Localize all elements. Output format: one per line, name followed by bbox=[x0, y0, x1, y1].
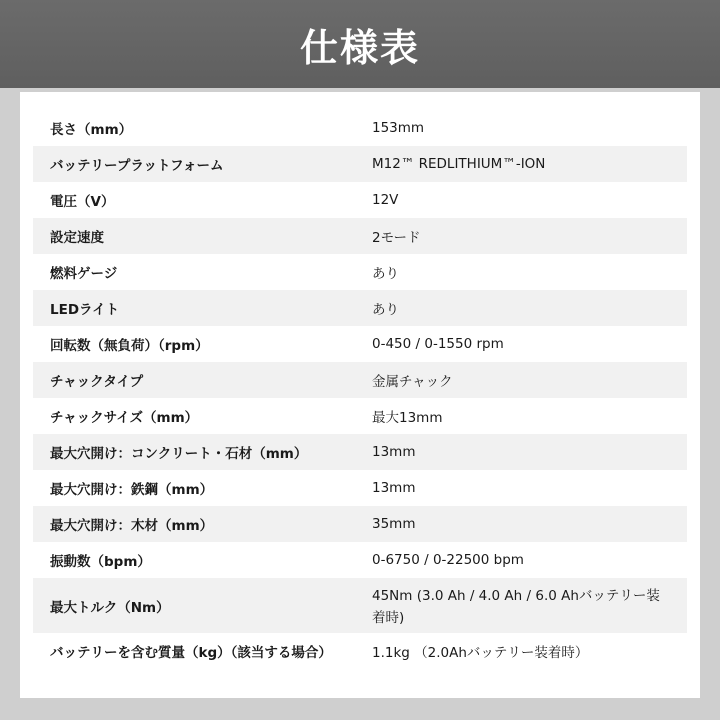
spec-label: バッテリーを含む質量（kg）（該当する場合） bbox=[50, 645, 332, 661]
spec-label: 振動数（bpm） bbox=[50, 554, 151, 570]
spec-row-max-torque bbox=[33, 578, 687, 633]
spec-label: 最大穴開け：鉄鋼（mm） bbox=[50, 482, 214, 498]
spec-value: 0-6750 / 0-22500 bpm bbox=[372, 552, 524, 568]
spec-value: M12™ REDLITHIUM™-ION bbox=[372, 146, 687, 182]
spec-table bbox=[33, 110, 687, 669]
spec-value: 0-450 / 0-1550 rpm bbox=[372, 336, 504, 352]
spec-row-chuck-size bbox=[33, 398, 687, 434]
spec-label: チャックサイズ（mm） bbox=[50, 410, 199, 426]
spec-label: 電圧（V） bbox=[50, 194, 115, 210]
spec-label: チャックタイプ bbox=[33, 362, 372, 398]
spec-label: 最大トルク（Nm） bbox=[33, 578, 372, 633]
spec-value: 13mm bbox=[372, 434, 687, 470]
spec-value: 13mm bbox=[372, 480, 416, 496]
spec-label: バッテリープラットフォーム bbox=[33, 146, 372, 182]
spec-row-max-drill-wood bbox=[33, 506, 687, 542]
spec-value: 153mm bbox=[372, 120, 425, 136]
header-banner bbox=[0, 0, 720, 88]
spec-row-speed-settings bbox=[33, 218, 687, 254]
spec-row-battery-platform bbox=[33, 146, 687, 182]
spec-label: 設定速度 bbox=[33, 218, 372, 254]
spec-value: あり bbox=[372, 266, 399, 282]
spec-label: 最大穴開け：木材（mm） bbox=[33, 506, 372, 542]
spec-label: 長さ（mm） bbox=[50, 122, 133, 138]
spec-label: 最大穴開け：コンクリート・石材（mm） bbox=[33, 434, 372, 470]
spec-row-length bbox=[33, 110, 687, 146]
spec-row-weight bbox=[33, 633, 687, 669]
spec-row-max-drill-steel bbox=[33, 470, 687, 506]
spec-value: あり bbox=[372, 290, 687, 326]
spec-row-fuel-gauge bbox=[33, 254, 687, 290]
spec-row-voltage bbox=[33, 182, 687, 218]
spec-row-max-drill-concrete bbox=[33, 434, 687, 470]
page-title: 仕様表 bbox=[299, 25, 420, 70]
spec-value: 12V bbox=[372, 192, 399, 208]
spec-value: 最大13mm bbox=[372, 410, 443, 426]
spec-label: LEDライト bbox=[33, 290, 372, 326]
spec-label: 燃料ゲージ bbox=[50, 266, 118, 282]
spec-value: 金属チャック bbox=[372, 362, 687, 398]
spec-row-no-load-speed bbox=[33, 326, 687, 362]
spec-value: 1.1kg （2.0Ahバッテリー装着時） bbox=[372, 645, 589, 661]
spec-value: 35mm bbox=[372, 506, 687, 542]
spec-row-impact-rate bbox=[33, 542, 687, 578]
spec-row-chuck-type bbox=[33, 362, 687, 398]
spec-card bbox=[20, 92, 700, 698]
spec-label: 回転数（無負荷）（rpm） bbox=[50, 338, 209, 354]
spec-value: 2モード bbox=[372, 218, 687, 254]
spec-row-led-light bbox=[33, 290, 687, 326]
spec-value: 45Nm (3.0 Ah / 4.0 Ah / 6.0 Ahバッテリー装着時) bbox=[372, 578, 687, 633]
